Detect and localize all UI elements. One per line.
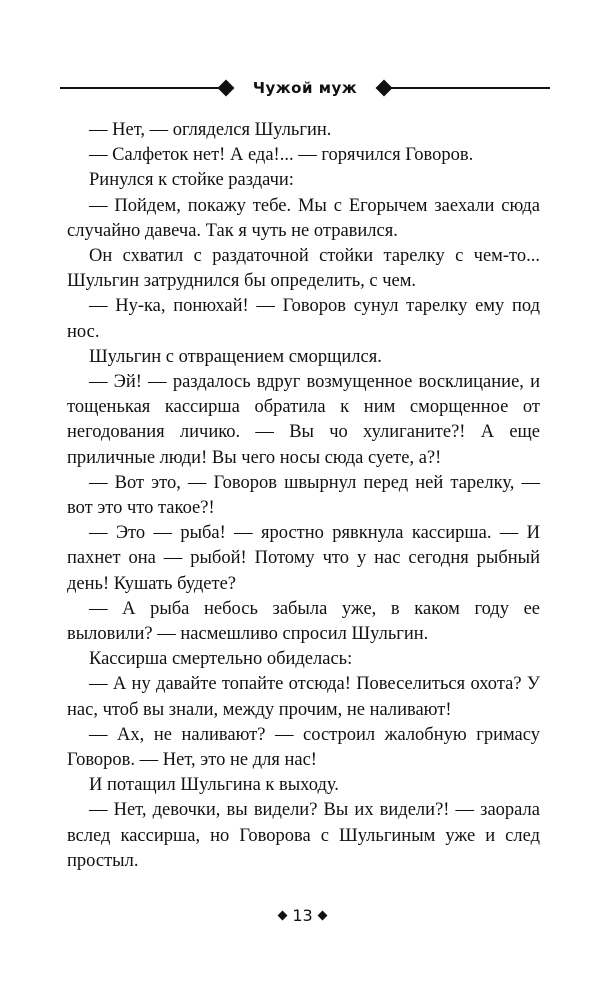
- paragraph: — А ну давайте топайте отсюда! Повеселиться охота? У нас, чтоб вы знали, между прочим, не наливают!: [67, 674, 540, 720]
- paragraph: — Нет, — огляделся Шульгин.: [89, 120, 332, 140]
- paragraph: — Это — рыба! — яростно рявкнула кассирша. — И пахнет она — рыбой! Потому что у нас сегодня рыбный день! Кушать будете?: [67, 523, 540, 594]
- paragraph: — А рыба небось забыла уже, в каком году ее выловили? — насмешливо спросил Шульгин.: [67, 598, 540, 645]
- diamond-icon: [278, 910, 288, 920]
- page-footer: [0, 906, 605, 925]
- paragraph: — Вот это, — Говоров швырнул перед ней тарелку, — вот это что такое?!: [67, 472, 540, 519]
- paragraph: — Ах, не наливают? — состроил жалобную гримасу Говоров. — Нет, это не для нас!: [67, 724, 540, 771]
- paragraph: — Пойдем, покажу тебе. Мы с Егорычем заехали сюда случайно давеча. Так я чуть не отравился.: [67, 195, 540, 241]
- paragraph: Он схватил с раздаточной стойки тарелку с чем-то... Шульгин затруднился бы определить, с чем.: [67, 246, 540, 292]
- paragraph: — Салфеток нет! А еда!... — горячился Говоров.: [89, 145, 474, 166]
- diamond-icon: [317, 910, 327, 920]
- paragraph: И потащил Шульгина к выходу.: [89, 775, 339, 796]
- paragraph: Ринулся к стойке раздачи:: [89, 170, 294, 191]
- paragraph: Шульгин с отвращением сморщился.: [89, 346, 382, 367]
- running-title: Чужой муж: [252, 79, 358, 97]
- paragraph: — Ну-ка, понюхай! — Говоров сунул тарелку ему под нос.: [67, 296, 540, 342]
- page-number: 13: [292, 906, 313, 925]
- body-text: [67, 118, 540, 874]
- header-rule-right: [384, 87, 550, 89]
- paragraph: — Эй! — раздалось вдруг возмущенное восклицание, и тощенькая кассирша обратила к ним сморщенное от негодования личико. — Вы чо хулиганите?! А еще приличные люди! Вы чего носы сюда суете, а?!: [67, 372, 540, 468]
- paragraph: Кассирша смертельно обиделась:: [89, 649, 353, 670]
- running-header: [60, 76, 550, 100]
- paragraph: — Нет, девочки, вы видели? Вы их видели?! — заорала вслед кассирша, но Говорова с Шульгиным уже и след простыл.: [67, 800, 540, 871]
